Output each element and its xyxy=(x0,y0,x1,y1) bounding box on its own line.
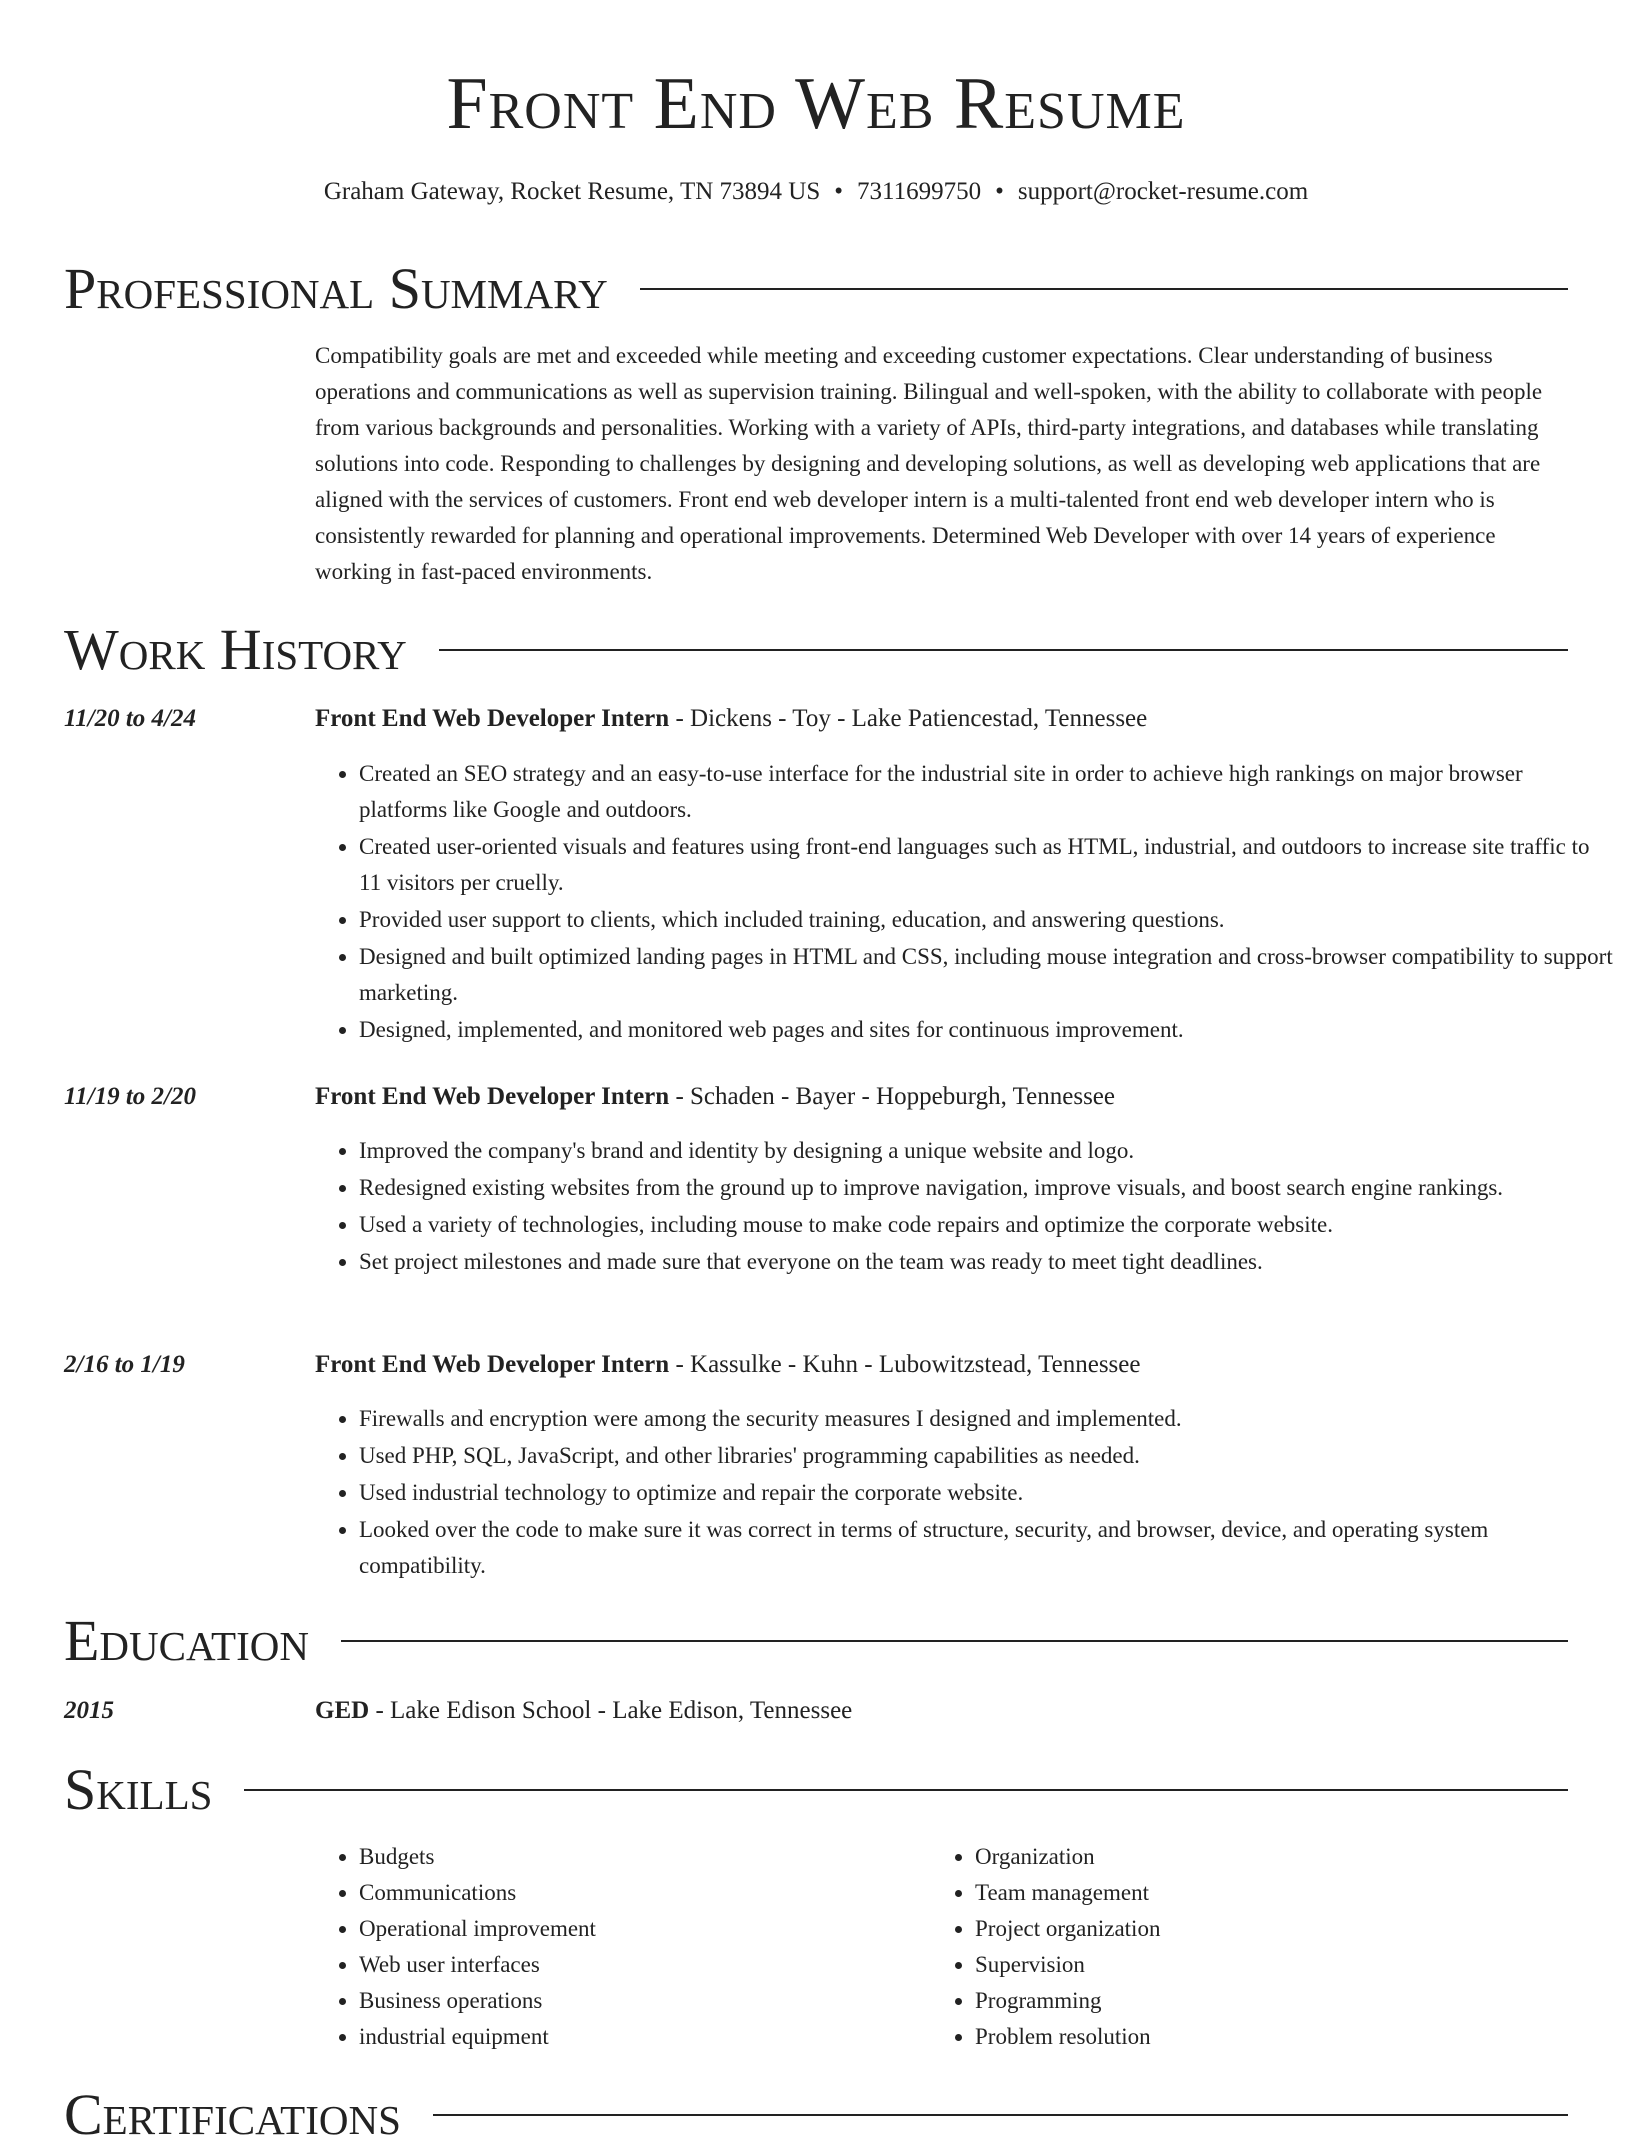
resume-title: Front End Web Resume xyxy=(446,63,1186,145)
job-dates: 2/16 to 1/19 xyxy=(64,1351,185,1378)
job-bullet: • Designed, implemented, and monitored web pages and sites for continuous improvement. xyxy=(359,1012,1614,1048)
skills-list-right xyxy=(931,1839,1515,2055)
skill-item: • Problem resolution xyxy=(975,2019,1515,2055)
certifications-section-header xyxy=(64,2080,1568,2150)
job-details: - Kassulke - Kuhn - Lubowitzstead, Tennessee xyxy=(669,1351,1141,1378)
education-heading: Education xyxy=(64,1608,309,1673)
job-bullet-list xyxy=(315,756,1614,1049)
section-divider xyxy=(640,288,1568,290)
education-line xyxy=(315,1693,1570,1729)
job-dates: 11/20 to 4/24 xyxy=(64,705,196,732)
education-year: 2015 xyxy=(64,1697,114,1724)
job-title-line xyxy=(315,1079,1570,1115)
job-title-line xyxy=(315,701,1570,737)
contact-separator: • xyxy=(995,178,1004,205)
job-bullet: • Provided user support to clients, which included training, education, and answering questions. xyxy=(359,902,1614,938)
education-details: - Lake Edison School - Lake Edison, Tennessee xyxy=(369,1697,853,1724)
section-divider xyxy=(439,649,1568,651)
skills-list-left xyxy=(315,1839,899,2055)
section-divider xyxy=(433,2114,1568,2116)
job-bullet: • Firewalls and encryption were among the security measures I designed and implemented. xyxy=(359,1401,1614,1437)
contact-separator: • xyxy=(834,178,844,205)
contact-address: Graham Gateway, Rocket Resume, TN 73894 US xyxy=(323,178,821,205)
skills-heading: Skills xyxy=(64,1757,213,1822)
summary-text: Compatibility goals are met and exceeded while meeting and exceeding customer expectations. Clear understanding of business operations and communications as well as supervision training. Bilingual and well-spoken, with the ability to collaborate with people from various backgrounds and personalities. Working with a variety of APIs, third-party integrations, and databases while translating solutions into code. Responding to challenges by designing and developing solutions, as well as developing web applications that are aligned with the services of customers. Front end web developer intern is a multi-talented front end web developer intern who is consistently rewarded for planning and operational improvements. Determined Web Developer with over 14 years of experience working in fast-paced environments. xyxy=(315,343,1543,584)
job-details: - Schaden - Bayer - Hoppeburgh, Tennessee xyxy=(669,1083,1115,1110)
summary-section-header xyxy=(64,254,1568,324)
skills-section-header xyxy=(64,1755,1568,1825)
certifications-heading: Certifications xyxy=(64,2082,401,2147)
job-bullet: • Used industrial technology to optimize and repair the corporate website. xyxy=(359,1475,1614,1511)
job-bullet: • Created user-oriented visuals and features using front-end languages such as HTML, industrial, and outdoors to increase site traffic to 11 visitors per cruelly. xyxy=(359,829,1614,901)
skill-item: • Organization xyxy=(975,1839,1515,1875)
job-bullet-list xyxy=(315,1401,1614,1585)
job-title-line xyxy=(315,1347,1570,1383)
education-degree: GED xyxy=(315,1697,370,1724)
section-divider xyxy=(244,1789,1568,1791)
skill-item: • Supervision xyxy=(975,1947,1515,1983)
skill-item: • Budgets xyxy=(359,1839,899,1875)
job-bullet: • Designed and built optimized landing pages in HTML and CSS, including mouse integration and cross-browser compatibility to support marketing. xyxy=(359,939,1614,1011)
work-heading: Work History xyxy=(64,617,407,682)
skill-item: • Project organization xyxy=(975,1911,1515,1947)
skill-item: • Team management xyxy=(975,1875,1515,1911)
contact-email[interactable]: support@rocket-resume.com xyxy=(1017,178,1309,205)
job-bullet: • Improved the company's brand and identity by designing a unique website and logo. xyxy=(359,1133,1614,1169)
skill-item: • Communications xyxy=(359,1875,899,1911)
skill-item: • Operational improvement xyxy=(359,1911,899,1947)
contact-phone: 7311699750 xyxy=(857,178,982,205)
job-bullet: • Created an SEO strategy and an easy-to-use interface for the industrial site in order to achieve high rankings on major browser platforms like Google and outdoors. xyxy=(359,756,1614,828)
skill-item: • Web user interfaces xyxy=(359,1947,899,1983)
education-section-header xyxy=(64,1606,1568,1676)
summary-heading: Professional Summary xyxy=(64,256,608,321)
job-bullet: • Used a variety of technologies, including mouse to make code repairs and optimize the corporate website. xyxy=(359,1207,1614,1243)
job-bullet: • Set project milestones and made sure that everyone on the team was ready to meet tight deadlines. xyxy=(359,1244,1614,1280)
skill-item: • Programming xyxy=(975,1983,1515,2019)
job-bullet: • Used PHP, SQL, JavaScript, and other libraries' programming capabilities as needed. xyxy=(359,1438,1614,1474)
job-bullet-list xyxy=(315,1133,1614,1281)
job-dates: 11/19 to 2/20 xyxy=(64,1083,196,1110)
work-section-header xyxy=(64,615,1568,685)
job-bullet: • Looked over the code to make sure it was correct in terms of structure, security, and browser, device, and operating system compatibility. xyxy=(359,1512,1614,1584)
job-title: Front End Web Developer Intern xyxy=(315,1351,670,1378)
section-divider xyxy=(341,1640,1568,1642)
job-title: Front End Web Developer Intern xyxy=(315,705,670,732)
job-bullet: • Redesigned existing websites from the ground up to improve navigation, improve visuals, and boost search engine rankings. xyxy=(359,1170,1614,1206)
job-title: Front End Web Developer Intern xyxy=(315,1083,670,1110)
skill-item: • industrial equipment xyxy=(359,2019,899,2055)
job-details: - Dickens - Toy - Lake Patiencestad, Tennessee xyxy=(669,705,1148,732)
skill-item: • Business operations xyxy=(359,1983,899,2019)
contact-line xyxy=(0,172,1632,212)
